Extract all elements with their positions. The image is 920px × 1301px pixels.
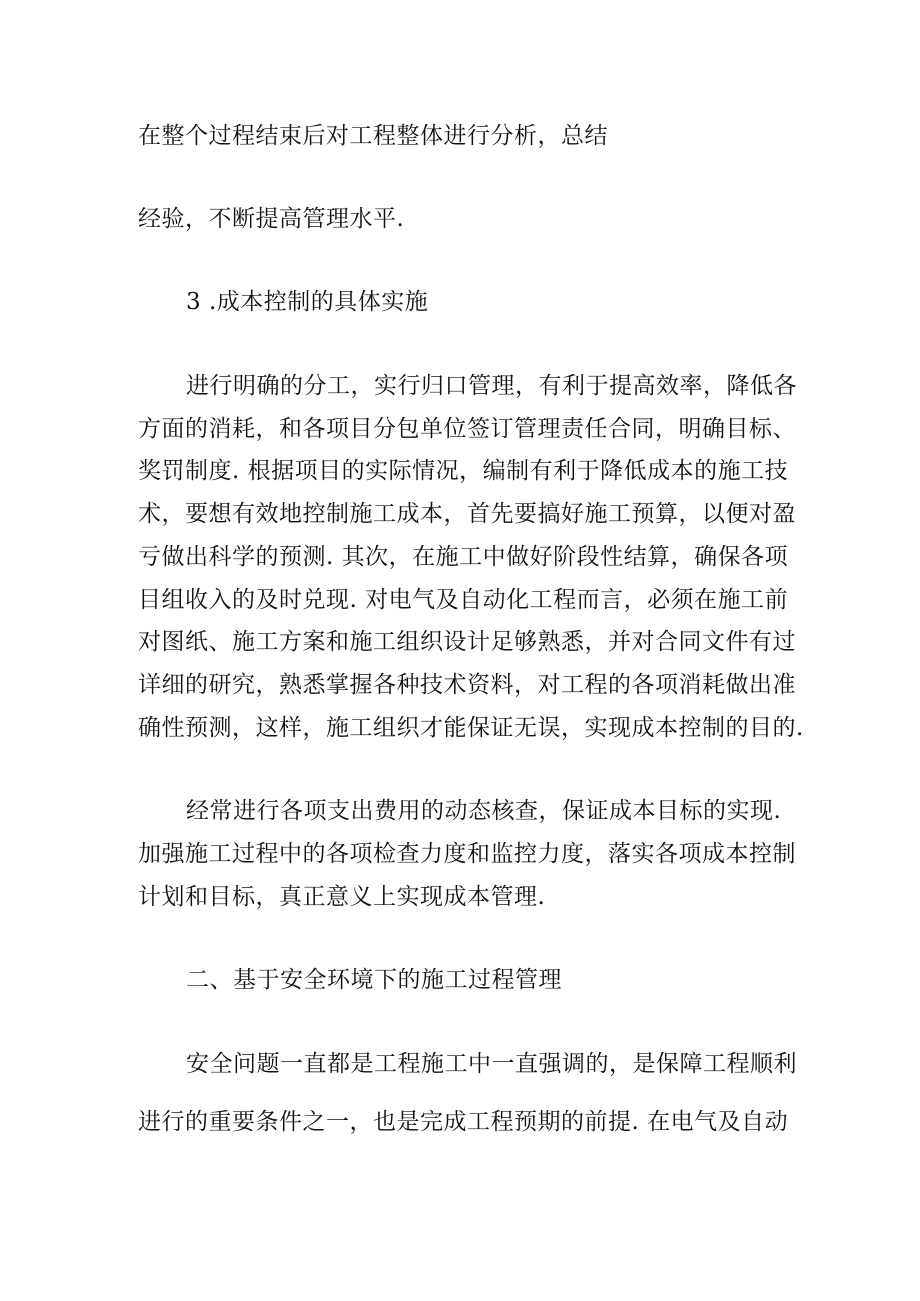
text-line: 进行明确的分工，实行归口管理，有利于提高效率，降低各 xyxy=(186,373,797,399)
text-line: 对图纸、施工方案和施工组织设计足够熟悉，并对合同文件有过 xyxy=(138,629,796,655)
section-heading: 二、基于安全环境下的施工过程管理 xyxy=(186,967,562,993)
text-line: 经常进行各项支出费用的动态核查，保证成本目标的实现. xyxy=(186,798,782,824)
text-line: 方面的消耗，和各项目分包单位签订管理责任合同，明确目标、 xyxy=(138,416,796,442)
section-heading: 3 .成本控制的具体实施 xyxy=(186,289,429,315)
text-line: 奖罚制度. 根据项目的实际情况，编制有利于降低成本的施工技 xyxy=(138,458,789,484)
text-line: 亏做出科学的预测. 其次，在施工中做好阶段性结算，确保各项 xyxy=(138,544,789,570)
text-line: 加强施工过程中的各项检查力度和监控力度，落实各项成本控制 xyxy=(138,841,796,867)
text-line: 确性预测，这样，施工组织才能保证无误，实现成本控制的目的. xyxy=(138,715,804,741)
text-line: 目组收入的及时兑现. 对电气及自动化工程而言，必须在施工前 xyxy=(138,587,789,613)
text-line: 在整个过程结束后对工程整体进行分析，总结 xyxy=(138,123,608,149)
text-line: 术，要想有效地控制施工成本，首先要搞好施工预算，以便对盈 xyxy=(138,501,796,527)
text-line: 详细的研究，熟悉掌握各种技术资料，对工程的各项消耗做出准 xyxy=(138,672,796,698)
text-line: 进行的重要条件之一，也是完成工程预期的前提. 在电气及自动 xyxy=(138,1109,789,1135)
text-line: 计划和目标，真正意义上实现成本管理. xyxy=(138,884,546,910)
text-line: 经验，不断提高管理水平. xyxy=(138,206,405,232)
text-line: 安全问题一直都是工程施工中一直强调的，是保障工程顺利 xyxy=(186,1051,797,1077)
